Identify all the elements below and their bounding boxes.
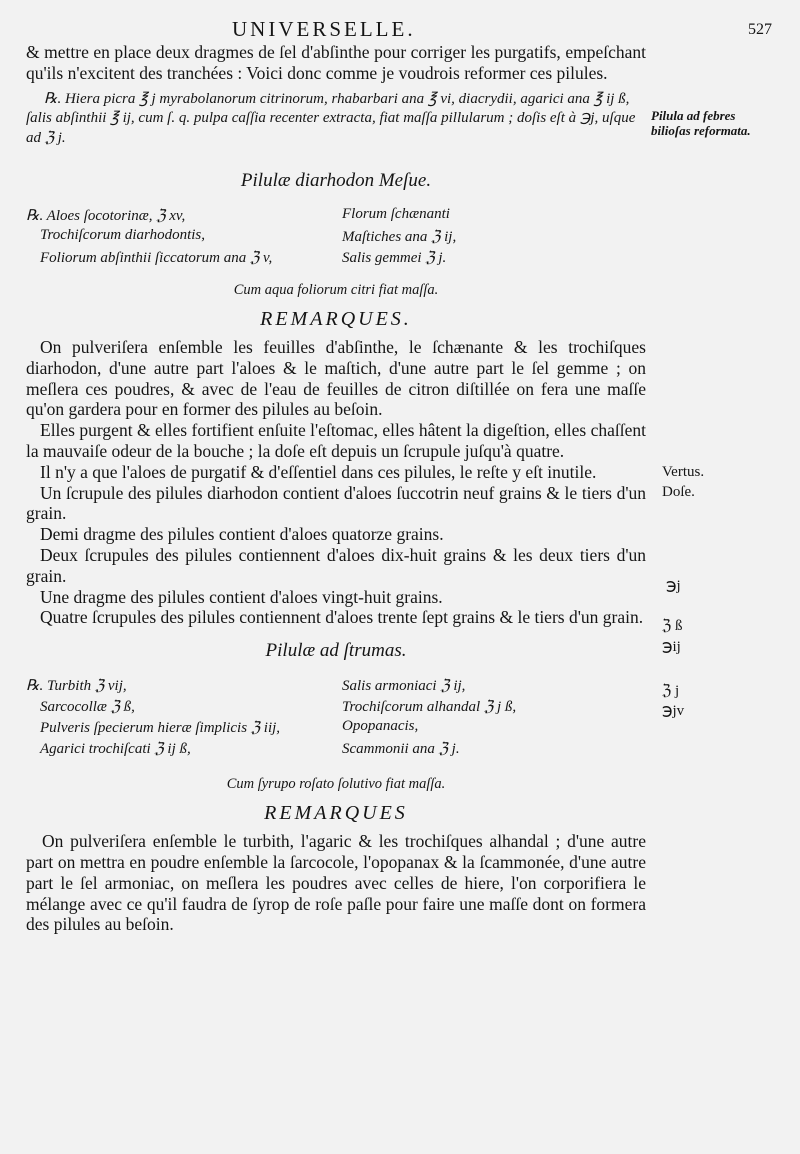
- ingredient: Scammonii ana ℨ j.: [342, 741, 460, 758]
- ingredient: Trochiſcorum diarhodontis,: [40, 227, 206, 244]
- running-title: UNIVERSELLE.: [232, 17, 416, 41]
- recipe-instruction: Cum ſyrupo roſato ſolutivo fiat maſſa.: [226, 776, 446, 793]
- ingredient: Salis gemmei ℨ j.: [342, 250, 447, 267]
- paragraph: Il n'y a que l'aloes de purgatif & d'eſſentiel dans ces pilules, le reſte y eſt inutile.: [40, 461, 597, 482]
- remarques-heading: REMARQUES.: [260, 308, 412, 331]
- recipe-diarhodon: [26, 206, 646, 270]
- dose-symbol: ℈jv: [662, 703, 685, 719]
- paragraph: Une dragme des pilules contient d'aloes vingt-huit grains.: [40, 586, 443, 607]
- ingredient: Opopanacis,: [342, 718, 419, 735]
- ingredient: Maſtiches ana ℨ ij,: [342, 229, 457, 246]
- ingredient: Foliorum abſinthii ſiccatorum ana ℨ v,: [40, 250, 273, 267]
- margin-label-dose: Doſe.: [662, 484, 695, 500]
- ingredient: Trochiſcorum alhandal ℨ j ß,: [342, 699, 517, 716]
- dose-symbol: ℨ ß: [662, 618, 683, 634]
- dose-symbol: ℈ij: [662, 639, 681, 655]
- dose-symbol: ℈j: [666, 578, 681, 594]
- hiera-recipe: ℞. Hiera picra ℥ j myrabolanorum citrinorum, rhabarbari ana ℥ vi, diacrydii, agarici ana ℥ ij ß, ſalis abſinthii ℥ ij, cum ſ. q. pulpa caſſia recenter extracta, fiat maſſa pillularum ; doſis eſt à ℈j, uſque ad ℨ j.: [26, 90, 636, 146]
- ingredient: ℞. Turbith ℨ vij,: [26, 678, 127, 695]
- recipe-instruction: Cum aqua foliorum citri fiat maſſa.: [233, 282, 439, 299]
- dose-symbol: ℨ j: [662, 683, 680, 699]
- ingredient: Sarcocollæ ℨ ß,: [40, 699, 135, 716]
- running-header: [20, 17, 780, 41]
- paragraph: Demi dragme des pilules contient d'aloes quatorze grains.: [40, 524, 444, 545]
- intro-paragraph: & mettre en place deux dragmes de ſel d'abſinthe pour corriger les purgatifs, empeſchant qu'ils n'excitent des tranchées : Voici donc comme je voudrois reformer ces pilules.: [26, 42, 646, 83]
- paragraph: Un ſcrupule des pilules diarhodon contient d'aloes ſuccotrin neuf grains & le tiers d'un grain.: [26, 482, 646, 524]
- paragraph: Quatre ſcrupules des pilules contiennent d'aloes trente ſept grains & le tiers d'un grain.: [40, 607, 644, 628]
- margin-note-hiera: Pilula ad febres bilioſas reformata.: [651, 108, 751, 138]
- section-title-diarhodon: Pilulæ diarhodon Meſue.: [240, 170, 432, 192]
- ingredient: Salis armoniaci ℨ ij,: [342, 678, 466, 695]
- remarques-heading: REMARQUES: [264, 802, 408, 825]
- ingredient: ℞. Aloes ſocotorinæ, ℨ xv,: [26, 208, 186, 225]
- paragraph: On pulveriſera enſemble les feuilles d'abſinthe, le ſchænante & les trochiſques diarhodon, d'une autre part l'aloes & le maſtich, d'une autre part le ſel gemme ; on meſlera ces poudres, & avec de l'eau de feuilles de citron diſtillée on fera une maſſe qu'on gardera pour en former des pilules au beſoin.: [26, 337, 646, 420]
- recipe-strumas: [26, 676, 646, 762]
- margin-label-vertus: Vertus.: [662, 464, 705, 480]
- paragraph: Elles purgent & elles fortifient enſuite l'eſtomac, elles hâtent la digeſtion, elles chaſſent la mauvaiſe odeur de la bouche ; la doſe eſt depuis un ſcrupule juſqu'à quatre.: [26, 420, 646, 462]
- page-number: 527: [748, 21, 772, 38]
- main-text-column: [26, 42, 646, 935]
- ingredient: Florum ſchænanti: [342, 206, 450, 223]
- paragraph: Deux ſcrupules des pilules contiennent d'aloes dix-huit grains & les deux tiers d'un grain.: [26, 545, 646, 586]
- ingredient: Agarici trochiſcati ℨ ij ß,: [40, 741, 191, 758]
- paragraph: On pulveriſera enſemble le turbith, l'agaric & les trochiſques alhandal ; d'une autre part on mettra en poudre enſemble la ſarcocole, l'opopanax & la ſcammonée, d'une autre part le ſel armoniac, on meſlera les poudres avec celles de hiere, l'on corporifiera le mélange avec ce qu'il faudra de ſyrop de roſe paſle pour faire une maſſe dont on formera des pilules au beſoin.: [26, 831, 646, 935]
- ingredient: Pulveris ſpecierum hieræ ſimplicis ℨ iij,: [40, 720, 281, 737]
- section-title-strumas: Pilulæ ad ſtrumas.: [265, 640, 407, 662]
